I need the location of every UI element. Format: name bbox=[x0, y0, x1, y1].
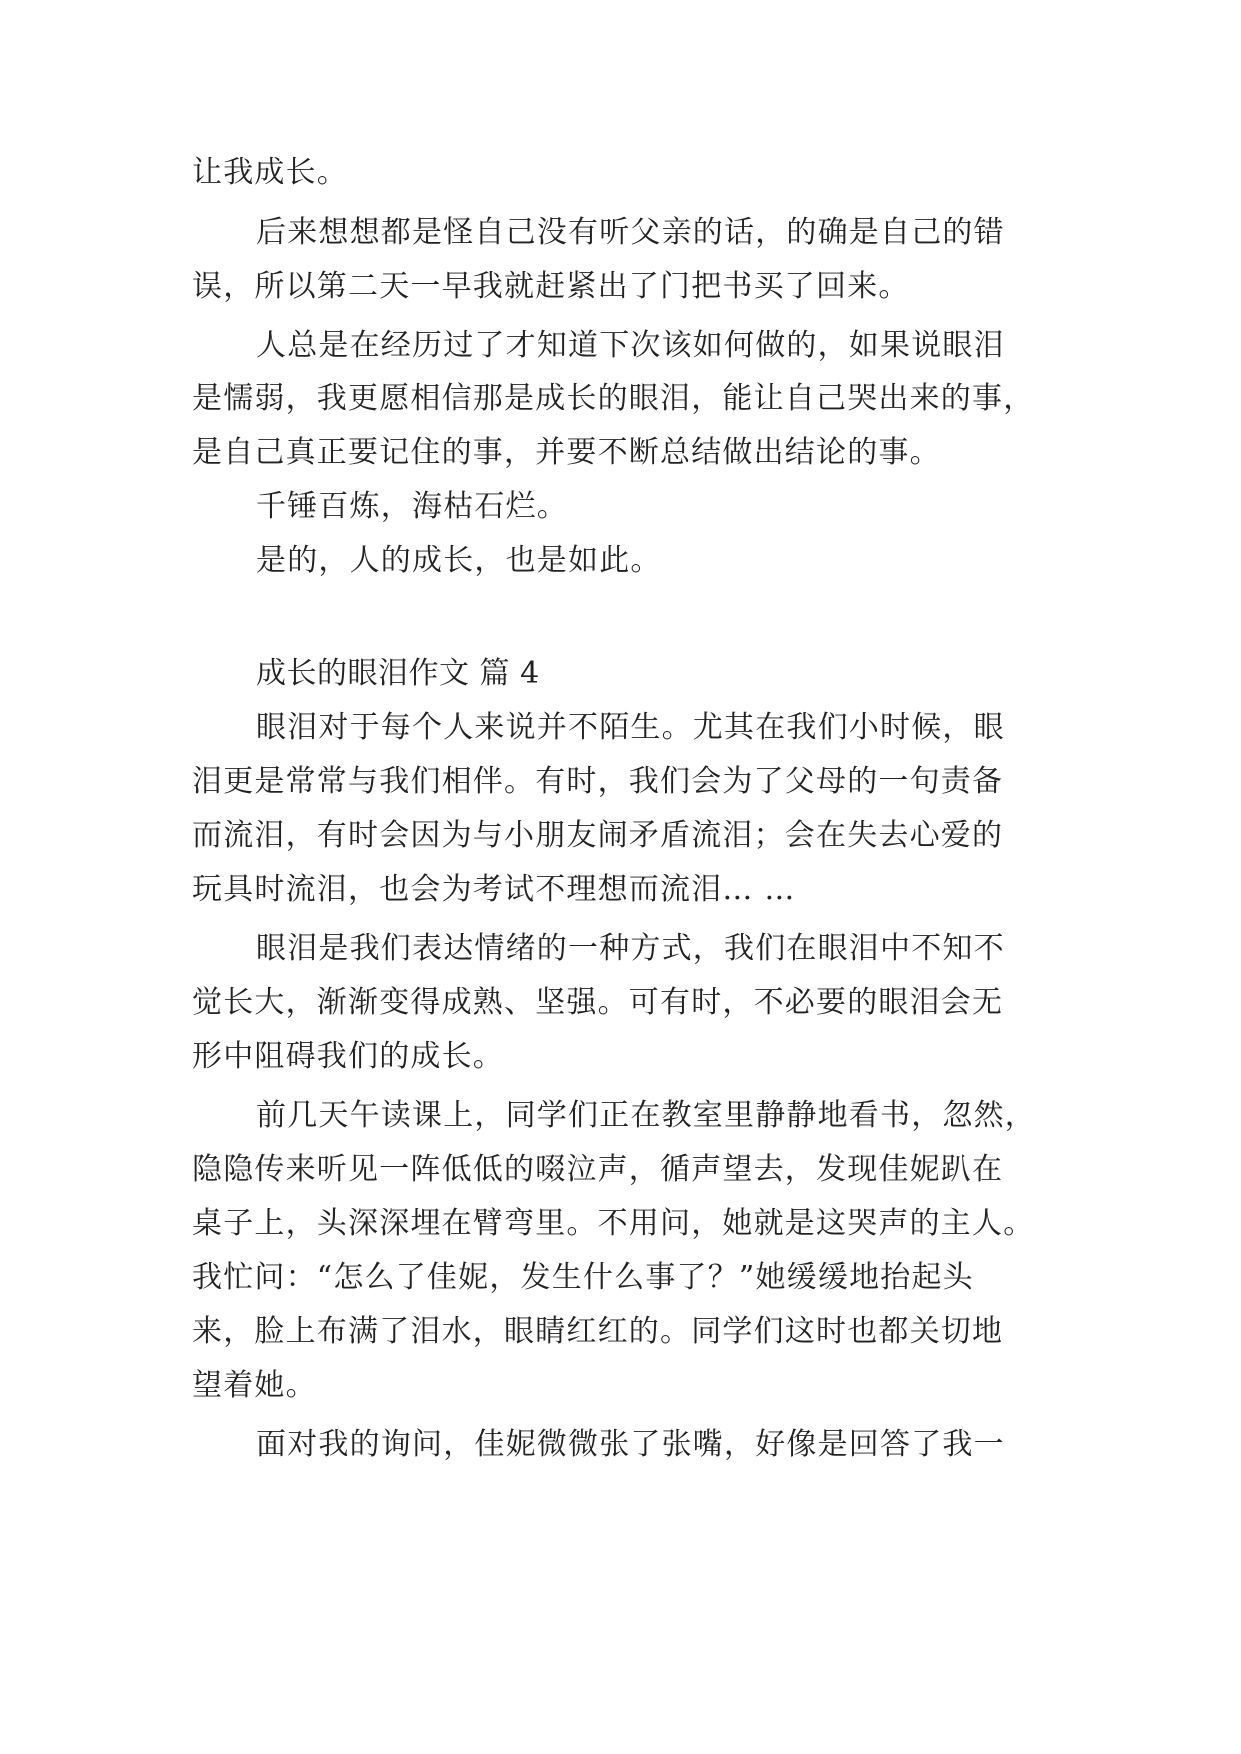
text-line: 是懦弱，我更愿相信那是成长的眼泪，能让自己哭出来的事， bbox=[192, 381, 1035, 416]
text-line: 来，脸上布满了泪水，眼睛红红的。同学们这时也都关切地 bbox=[192, 1314, 1004, 1349]
paragraph-line: 千锤百炼，海枯石烂。 bbox=[256, 489, 568, 524]
text-line: 我忙问：“怎么了佳妮，发生什么事了？”她缓缓地抬起头 bbox=[192, 1260, 974, 1295]
section-heading: 成长的眼泪作文 篇 4 bbox=[256, 656, 540, 691]
text-line: 形中阻碍我们的成长。 bbox=[192, 1039, 504, 1074]
text-line: 是自己真正要记住的事，并要不断总结做出结论的事。 bbox=[192, 435, 941, 470]
text-line: 玩具时流泪，也会为考试不理想而流泪… … bbox=[192, 872, 796, 907]
document-page bbox=[192, 0, 1052, 1754]
paragraph-line: 眼泪对于每个人来说并不陌生。尤其在我们小时候，眼 bbox=[256, 710, 1005, 745]
text-line: 而流泪，有时会因为与小朋友闹矛盾流泪；会在失去心爱的 bbox=[192, 818, 1004, 853]
text-line: 泪更是常常与我们相伴。有时，我们会为了父母的一句责备 bbox=[192, 764, 1004, 799]
text-line: 让我成长。 bbox=[192, 155, 348, 190]
text-line: 觉长大，渐渐变得成熟、坚强。可有时，不必要的眼泪会无 bbox=[192, 985, 1004, 1020]
text-line: 桌子上，头深深埋在臂弯里。不用问，她就是这哭声的主人。 bbox=[192, 1206, 1035, 1241]
paragraph-line: 面对我的询问，佳妮微微张了张嘴，好像是回答了我一 bbox=[256, 1427, 1005, 1462]
paragraph-line: 后来想想都是怪自己没有听父亲的话，的确是自己的错 bbox=[256, 215, 1005, 250]
text-line: 误，所以第二天一早我就赶紧出了门把书买了回来。 bbox=[192, 269, 910, 304]
paragraph-line: 是的，人的成长，也是如此。 bbox=[256, 543, 662, 578]
paragraph-line: 眼泪是我们表达情绪的一种方式，我们在眼泪中不知不 bbox=[256, 931, 1005, 966]
text-line: 望着她。 bbox=[192, 1368, 317, 1403]
text-line: 隐隐传来听见一阵低低的啜泣声，循声望去，发现佳妮趴在 bbox=[192, 1152, 1004, 1187]
paragraph-line: 人总是在经历过了才知道下次该如何做的，如果说眼泪 bbox=[256, 328, 1005, 363]
paragraph-line: 前几天午读课上，同学们正在教室里静静地看书，忽然， bbox=[256, 1098, 1036, 1133]
